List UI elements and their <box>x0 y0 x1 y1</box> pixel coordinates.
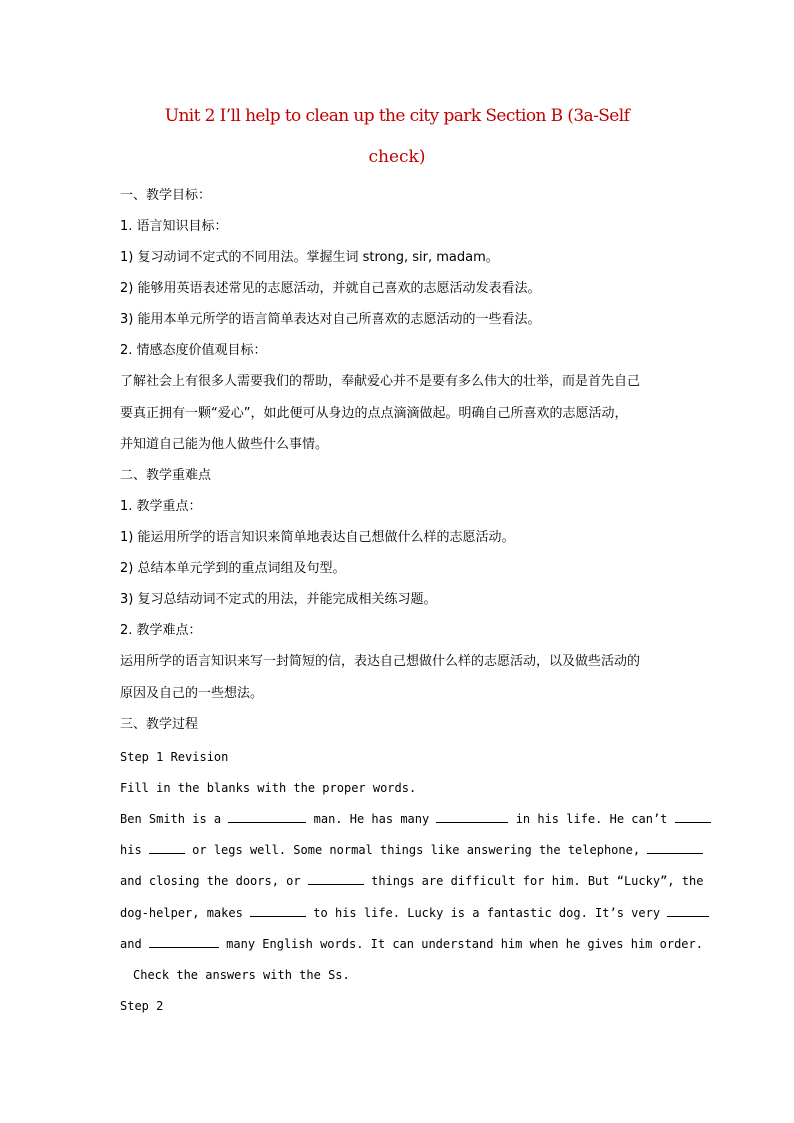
exercise-text: to his life. Lucky is a fantastic dog. It’s very <box>313 906 661 920</box>
paragraph-line: 并知道自己能为他人做些什么事情。 <box>120 437 329 452</box>
blank-field[interactable] <box>149 841 185 854</box>
paragraph-line: 了解社会上有很多人需要我们的帮助，奉献爱心并不是要有多么伟大的壮举，而是首先自己 <box>120 374 641 389</box>
list-item: 1) 能运用所学的语言知识来简单地表达自己想做什么样的志愿活动。 <box>120 530 515 545</box>
step-1-heading: Step 1 Revision <box>120 750 229 764</box>
paragraph-line: 要真正拥有一颗“爱心”，如此便可从身边的点点滴滴做起。明确自己所喜欢的志愿活动， <box>120 406 628 421</box>
exercise-line-4 <box>120 904 674 922</box>
exercise-text: dog-helper, makes <box>120 906 243 920</box>
list-item: 2) 总结本单元学到的重点词组及句型。 <box>120 561 346 576</box>
exercise-line-2 <box>120 841 674 859</box>
list-item: 2) 能够用英语表述常见的志愿活动，并就自己喜欢的志愿活动发表看法。 <box>120 281 541 296</box>
subheading-focus: 1. 教学重点： <box>120 499 202 514</box>
subheading-difficulty: 2. 教学难点： <box>120 623 202 638</box>
exercise-text: and closing the doors, or <box>120 874 301 888</box>
exercise-text: man. He has many <box>313 812 430 826</box>
section-heading-key-points: 二、教学重难点 <box>120 468 212 483</box>
exercise-line-1 <box>120 810 674 828</box>
document-title-line1: Unit 2 I’ll help to clean up the city park Section B (3a-Self <box>164 106 630 126</box>
paragraph-line: 运用所学的语言知识来写一封简短的信，表达自己想做什么样的志愿活动，以及做些活动的 <box>120 654 641 669</box>
step-1-instruction: Fill in the blanks with the proper words. <box>120 781 417 795</box>
blank-field[interactable] <box>308 872 364 885</box>
exercise-text: in his life. He can’t <box>515 812 668 826</box>
check-answers-line: Check the answers with the Ss. <box>133 968 350 982</box>
blank-field[interactable] <box>228 810 306 823</box>
exercise-line-3 <box>120 872 704 890</box>
step-2-heading: Step 2 <box>120 999 164 1013</box>
blank-field[interactable] <box>436 810 508 823</box>
subheading-attitude-goals: 2. 情感态度价值观目标： <box>120 343 267 358</box>
exercise-text: Ben Smith is a <box>120 812 222 826</box>
exercise-text: and <box>120 937 142 951</box>
document-title-line2: check) <box>368 147 426 167</box>
blank-field[interactable] <box>647 841 703 854</box>
exercise-text: his <box>120 843 142 857</box>
blank-field[interactable] <box>149 935 219 948</box>
blank-field[interactable] <box>250 904 306 917</box>
exercise-text: or legs well. Some normal things like answering the telephone, <box>192 843 641 857</box>
exercise-text: many English words. It can understand him when he gives him order. <box>226 937 703 951</box>
exercise-line-5 <box>120 935 703 953</box>
subheading-language-goals: 1. 语言知识目标： <box>120 219 228 234</box>
list-item: 3) 复习总结动词不定式的用法，并能完成相关练习题。 <box>120 592 437 607</box>
list-item: 3) 能用本单元所学的语言简单表达对自己所喜欢的志愿活动的一些看法。 <box>120 312 541 327</box>
blank-field[interactable] <box>667 904 709 917</box>
section-heading-objectives: 一、教学目标： <box>120 188 212 203</box>
list-item: 1) 复习动词不定式的不同用法。掌握生词 strong, sir, madam。 <box>120 250 499 265</box>
paragraph-line: 原因及自己的一些想法。 <box>120 686 264 701</box>
section-heading-process: 三、教学过程 <box>120 717 199 732</box>
exercise-text: things are difficult for him. But “Lucky”, the <box>371 874 704 888</box>
blank-field[interactable] <box>675 810 711 823</box>
